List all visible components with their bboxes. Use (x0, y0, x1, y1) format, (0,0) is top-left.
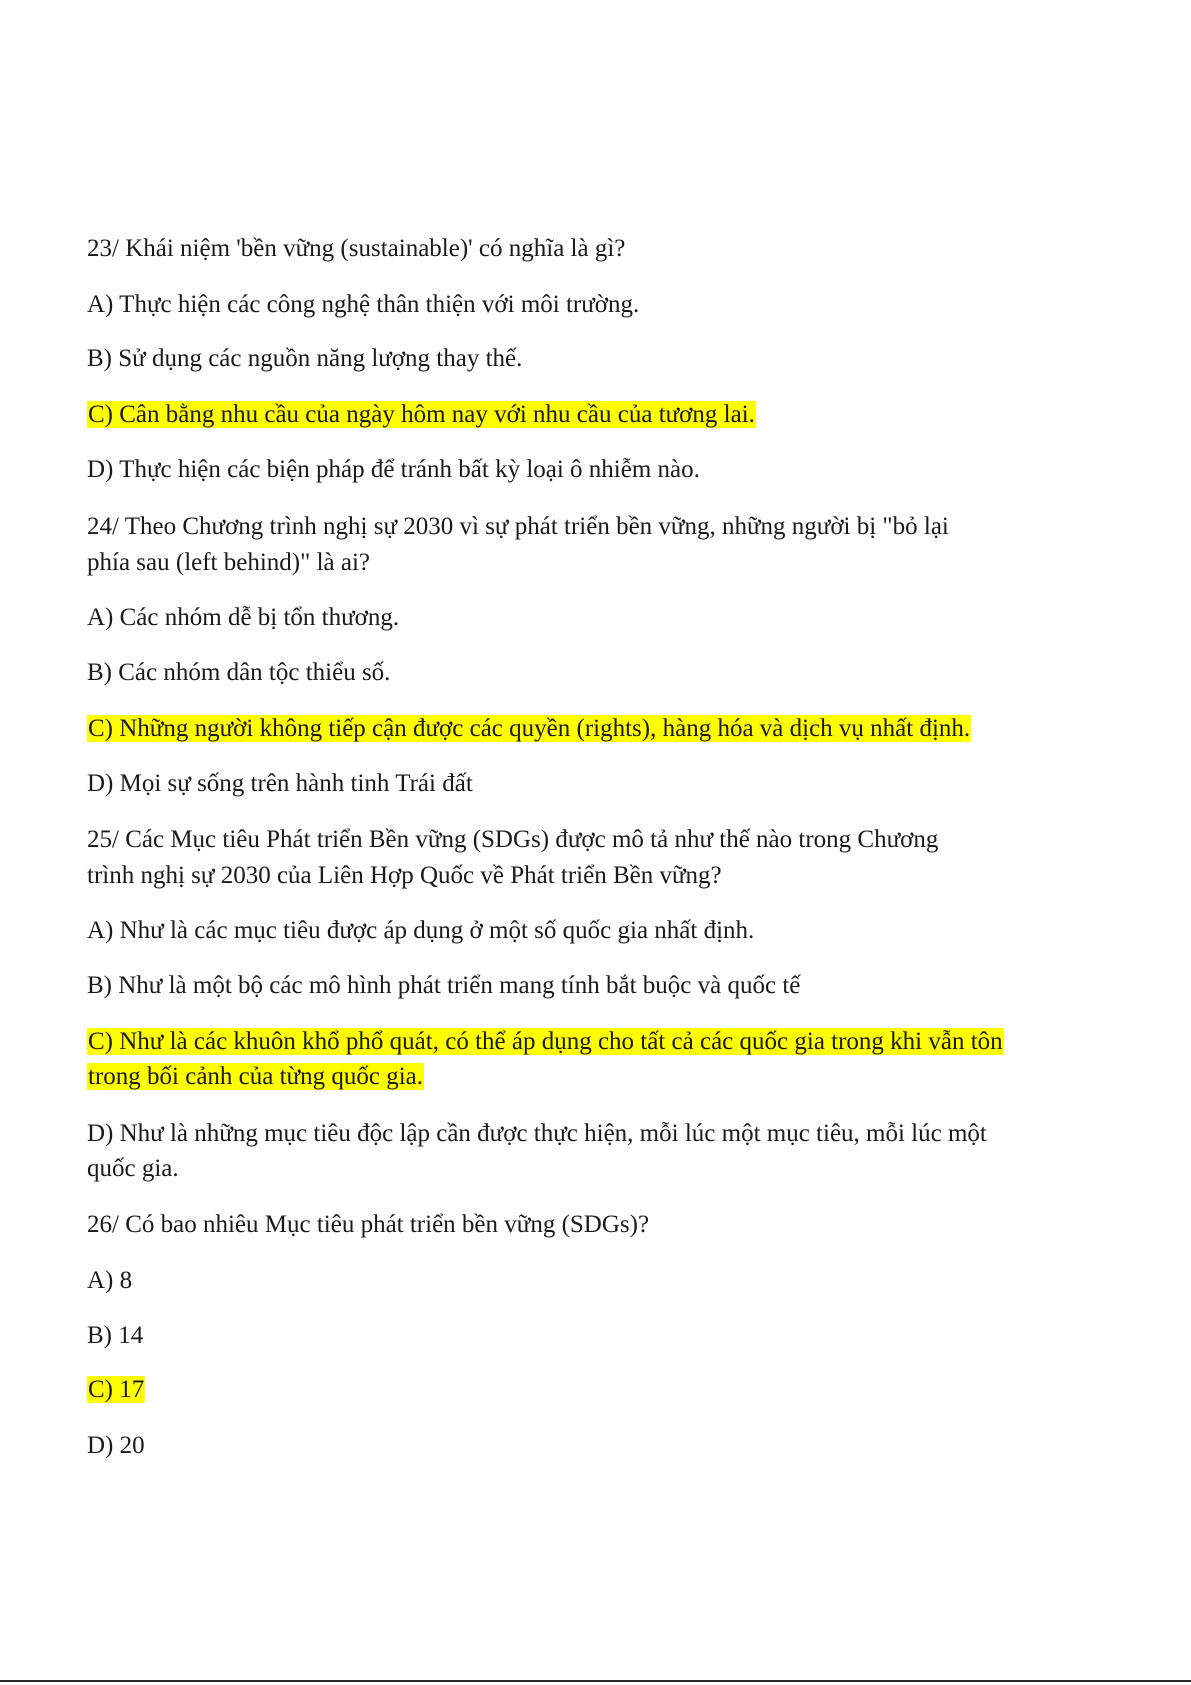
question-25-prompt-line-2: trình nghị sự 2030 của Liên Hợp Quốc về Phát triển Bền vững? (87, 862, 722, 889)
page-bottom-rule (0, 1680, 1191, 1682)
answer-highlight: C) Cân bằng nhu cầu của ngày hôm nay với nhu cầu của tương lai. (88, 401, 755, 428)
question-24-option-d: D) Mọi sự sống trên hành tinh Trái đất (87, 770, 473, 797)
answer-highlight: C) Những người không tiếp cận được các quyền (rights), hàng hóa và dịch vụ nhất định. (88, 715, 971, 742)
answer-highlight: C) Như là các khuôn khổ phổ quát, có thể áp dụng cho tất cả các quốc gia trong khi vẫn tôn (88, 1028, 1003, 1055)
question-25-option-d-line-1: D) Như là những mục tiêu độc lập cần được thực hiện, mỗi lúc một mục tiêu, mỗi lúc một (87, 1120, 987, 1147)
question-26-prompt: 26/ Có bao nhiêu Mục tiêu phát triển bền vững (SDGs)? (87, 1211, 650, 1238)
question-23-option-d: D) Thực hiện các biện pháp để tránh bất kỳ loại ô nhiễm nào. (87, 456, 700, 483)
question-26-option-c-correct (87, 1373, 145, 1407)
question-26-option-b: B) 14 (87, 1322, 144, 1349)
question-23-option-a: A) Thực hiện các công nghệ thân thiện với môi trường. (87, 291, 640, 318)
question-25-option-c-correct-line-1 (87, 1025, 1004, 1059)
question-23-option-b: B) Sử dụng các nguồn năng lượng thay thế. (87, 345, 523, 372)
question-26-option-a: A) 8 (87, 1267, 133, 1294)
question-26-option-d: D) 20 (87, 1432, 145, 1459)
question-23-prompt: 23/ Khái niệm 'bền vững (sustainable)' có nghĩa là gì? (87, 235, 626, 262)
question-24-prompt-line-1: 24/ Theo Chương trình nghị sự 2030 vì sự phát triển bền vững, những người bị "bỏ lại (87, 513, 949, 540)
question-25-option-c-correct-line-2 (87, 1060, 424, 1094)
question-25-option-b: B) Như là một bộ các mô hình phát triển mang tính bắt buộc và quốc tế (87, 972, 801, 999)
question-25-prompt-line-1: 25/ Các Mục tiêu Phát triển Bền vững (SDGs) được mô tả như thế nào trong Chương (87, 826, 939, 853)
question-23-option-c-correct (87, 398, 756, 432)
answer-highlight: C) 17 (88, 1376, 145, 1403)
question-24-prompt-line-2: phía sau (left behind)" là ai? (87, 549, 371, 576)
question-25-option-a: A) Như là các mục tiêu được áp dụng ở một số quốc gia nhất định. (87, 917, 755, 944)
question-24-option-c-correct (87, 712, 971, 746)
question-24-option-b: B) Các nhóm dân tộc thiểu số. (87, 659, 391, 686)
question-25-option-d-line-2: quốc gia. (87, 1155, 179, 1182)
answer-highlight: trong bối cảnh của từng quốc gia. (88, 1063, 423, 1090)
question-24-option-a: A) Các nhóm dễ bị tổn thương. (87, 604, 400, 631)
